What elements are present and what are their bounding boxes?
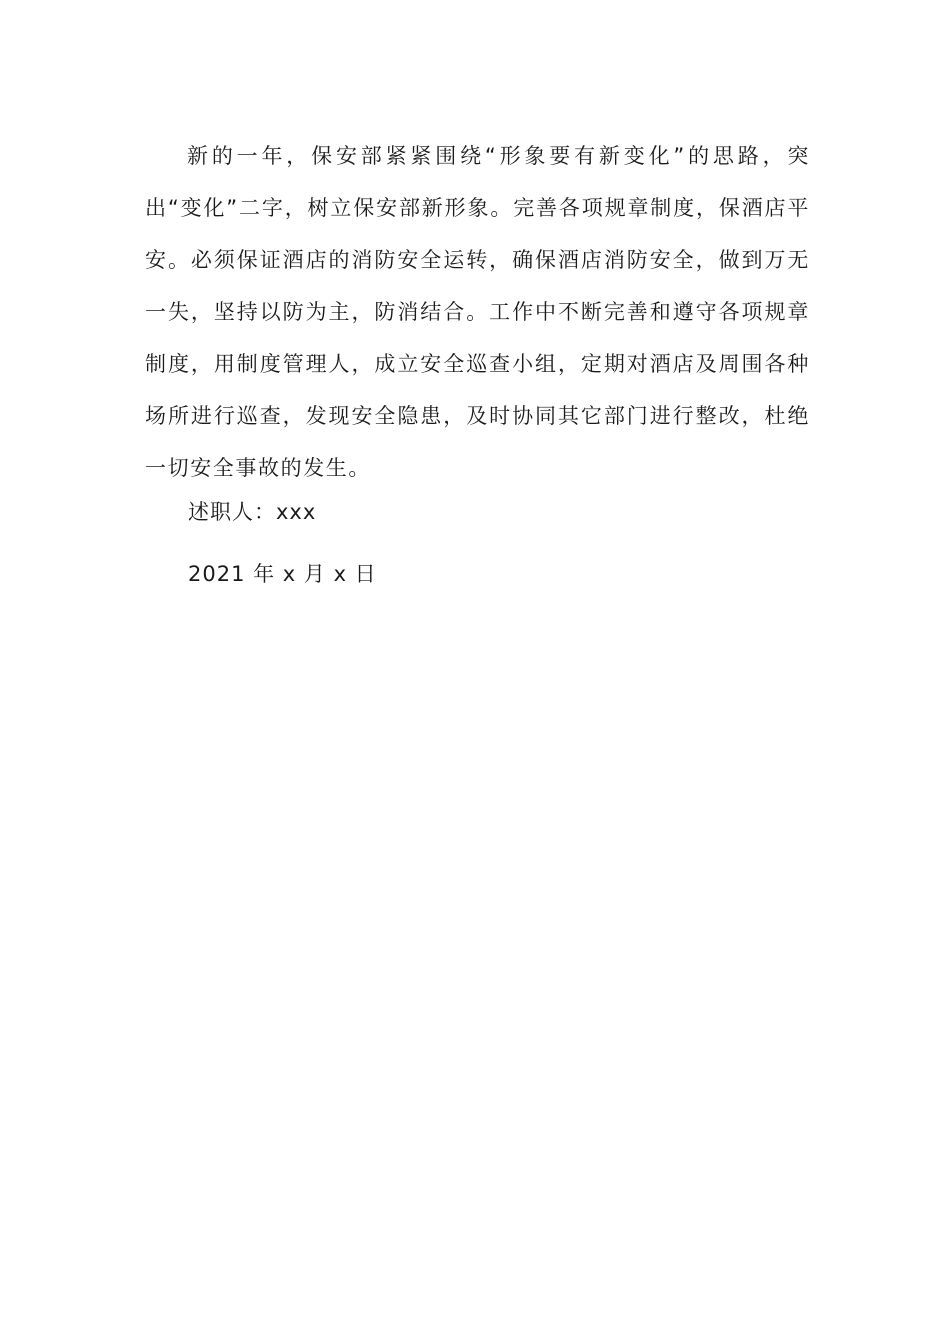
date-line: 2021 年 x 月 x 日 [188, 562, 377, 586]
signer-line: 述职人：xxx [188, 500, 317, 524]
body-paragraph: 新的一年，保安部紧紧围绕“形象要有新变化”的思路，突出“变化”二字，树立保安部新形象。完善各项规章制度，保酒店平安。必须保证酒店的消防安全运转，确保酒店消防安全，做到万无一失，坚持以防为主，防消结合。工作中不断完善和遵守各项规章制度，用制度管理人，成立安全巡查小组，定期对酒店及周围各种场所进行巡查，发现安全隐患，及时协同其它部门进行整改，杜绝一切安全事故的发生。 [145, 144, 810, 480]
